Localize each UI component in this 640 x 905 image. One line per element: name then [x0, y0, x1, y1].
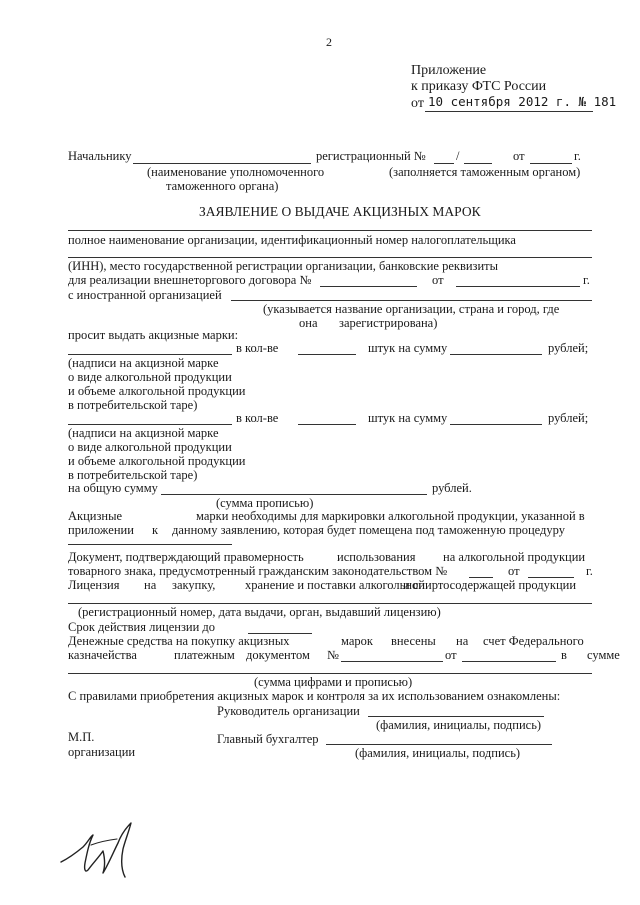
- stamp-qty-label-1: в кол-ве: [236, 341, 279, 355]
- purpose-word-4: к: [152, 523, 159, 537]
- payment-sum-field[interactable]: [68, 673, 592, 674]
- total-rub-label: рублей.: [432, 481, 472, 495]
- stamp-text-field-2[interactable]: [68, 424, 232, 425]
- order-date-prefix: от: [411, 96, 424, 111]
- payment-in-label: в: [561, 648, 567, 662]
- reg-from-label: от: [513, 149, 525, 163]
- payment-word-5: счет Федерального: [483, 634, 584, 648]
- payment-word-7: платежным: [174, 648, 235, 662]
- foreign-org-hint-2a: она: [299, 316, 318, 330]
- customs-body-hint-1: (наименование уполномоченного: [147, 165, 325, 179]
- license-details-hint: (регистрационный номер, дата выдачи, орган, выдавший лицензию): [78, 605, 441, 619]
- payment-doc-number-field[interactable]: [341, 661, 443, 662]
- foreign-org-hint-1: (указывается название организации, страна и город, где: [263, 302, 560, 316]
- head-signature-field[interactable]: [368, 716, 544, 717]
- stamp-hint-2-line-4: в потребительской таре): [68, 468, 198, 482]
- total-sum-field[interactable]: [161, 494, 427, 495]
- order-date-underline: [425, 111, 593, 112]
- payment-word-8: документом: [246, 648, 310, 662]
- reg-number-label: регистрационный №: [316, 149, 426, 163]
- stamp-qty-field-1[interactable]: [298, 354, 356, 355]
- org-name-hint: полное наименование организации, идентификационный номер налогоплательщика: [68, 233, 516, 247]
- document-title: ЗАЯВЛЕНИЕ О ВЫДАЧЕ АКЦИЗНЫХ МАРОК: [199, 204, 481, 219]
- filled-by-customs-hint: (заполняется таможенным органом): [389, 165, 581, 179]
- accountant-label: Главный бухгалтер: [217, 732, 319, 746]
- payment-word-2: марок: [341, 634, 373, 648]
- license-word-2: на: [144, 578, 157, 592]
- handwritten-signature: [55, 815, 165, 890]
- trademark-line-1c: на алкогольной продукции: [443, 550, 586, 564]
- appendix-title: Приложение: [411, 63, 487, 78]
- contract-year-suffix: г.: [583, 273, 590, 287]
- customs-body-field[interactable]: [133, 163, 311, 164]
- purpose-word-1: Акцизные: [68, 509, 123, 523]
- order-date-number: 10 сентября 2012 г. № 181: [428, 94, 617, 109]
- purpose-word-5: данному заявлению, которая будет помещена под таможенную процедуру: [172, 523, 565, 537]
- customs-procedure-field[interactable]: [68, 544, 232, 545]
- stamp-hint-2-line-2: о виде алкогольной продукции: [68, 440, 232, 454]
- contract-label: для реализации внешнеторгового договора №: [68, 273, 312, 287]
- payment-word-3: внесены: [391, 634, 436, 648]
- reg-date-field[interactable]: [530, 163, 572, 164]
- stamp-sum-field-2[interactable]: [450, 424, 542, 425]
- contract-date-field[interactable]: [456, 286, 580, 287]
- stamp-qty-label-2: в кол-ве: [236, 411, 279, 425]
- payment-doc-date-field[interactable]: [462, 661, 556, 662]
- foreign-org-field[interactable]: [231, 300, 592, 301]
- payment-doc-number-label: №: [327, 648, 339, 662]
- stamp-text-field-1[interactable]: [68, 354, 232, 355]
- request-label: просит выдать акцизные марки:: [68, 328, 239, 342]
- payment-doc-from-label: от: [445, 648, 457, 662]
- seal-label-2: организации: [68, 745, 136, 759]
- stamp-hint-1-line-2: о виде алкогольной продукции: [68, 370, 232, 384]
- license-word-1: Лицензия: [68, 578, 120, 592]
- stamp-rub-label-2: рублей;: [548, 411, 589, 425]
- stamp-sum-field-1[interactable]: [450, 354, 542, 355]
- chief-label: Начальнику: [68, 149, 132, 163]
- payment-sum-label: сумме: [587, 648, 620, 662]
- head-label: Руководитель организации: [217, 704, 360, 718]
- license-word-3: закупку,: [172, 578, 216, 592]
- foreign-org-label: с иностранной организацией: [68, 288, 222, 302]
- payment-sum-hint: (сумма цифрами и прописью): [254, 675, 413, 689]
- reg-year-suffix: г.: [574, 149, 581, 163]
- payment-word-1: Денежные средства на покупку акцизных: [68, 634, 290, 648]
- reg-number-field-2[interactable]: [464, 163, 492, 164]
- org-details-hint: (ИНН), место государственной регистрации организации, банковские реквизиты: [68, 259, 499, 273]
- stamp-hint-2-line-3: и объеме алкогольной продукции: [68, 454, 246, 468]
- stamp-pcs-label-2: штук на сумму: [368, 411, 448, 425]
- seal-label-1: М.П.: [68, 730, 95, 744]
- org-details-field[interactable]: [68, 257, 592, 258]
- license-validity-label: Срок действия лицензии до: [68, 620, 216, 634]
- foreign-org-hint-2b: зарегистрирована): [339, 316, 438, 330]
- license-details-field[interactable]: [68, 603, 592, 604]
- accountant-signature-hint: (фамилия, инициалы, подпись): [355, 746, 521, 760]
- trademark-line-1b: использования: [337, 550, 416, 564]
- contract-number-field[interactable]: [320, 286, 417, 287]
- purpose-word-3: приложении: [68, 523, 134, 537]
- total-sum-label: на общую сумму: [68, 481, 158, 495]
- stamp-qty-field-2[interactable]: [298, 424, 356, 425]
- total-sum-hint: (сумма прописью): [216, 496, 314, 510]
- trademark-line-2a: товарного знака, предусмотренный гражданским законодательством №: [68, 564, 448, 578]
- stamp-pcs-label-1: штук на сумму: [368, 341, 448, 355]
- order-reference: к приказу ФТС России: [411, 79, 547, 94]
- license-word-4: хранение и поставки алкогольной: [245, 578, 425, 592]
- trademark-line-1a: Документ, подтверждающий правомерность: [68, 550, 304, 564]
- license-word-5: и спиртосодержащей продукции: [403, 578, 577, 592]
- purpose-word-2: марки необходимы для маркировки алкогольной продукции, указанной в: [196, 509, 585, 523]
- stamp-hint-2-line-1: (надписи на акцизной марке: [68, 426, 219, 440]
- payment-word-6: казначейства: [68, 648, 137, 662]
- accountant-signature-field[interactable]: [326, 744, 552, 745]
- stamp-hint-1-line-1: (надписи на акцизной марке: [68, 356, 219, 370]
- payment-word-4: на: [456, 634, 469, 648]
- org-name-field[interactable]: [68, 230, 592, 231]
- page-number: 2: [326, 35, 332, 49]
- acknowledgement-text: С правилами приобретения акцизных марок и контроля за их использованием ознакомлены:: [68, 689, 561, 703]
- contract-from-label: от: [432, 273, 444, 287]
- reg-number-field-1[interactable]: [434, 163, 454, 164]
- stamp-hint-1-line-4: в потребительской таре): [68, 398, 198, 412]
- head-signature-hint: (фамилия, инициалы, подпись): [376, 718, 542, 732]
- stamp-hint-1-line-3: и объеме алкогольной продукции: [68, 384, 246, 398]
- trademark-year-suffix: г.: [586, 564, 593, 578]
- reg-slash: /: [456, 149, 460, 163]
- customs-body-hint-2: таможенного органа): [166, 179, 279, 193]
- trademark-from-label: от: [508, 564, 520, 578]
- stamp-rub-label-1: рублей;: [548, 341, 589, 355]
